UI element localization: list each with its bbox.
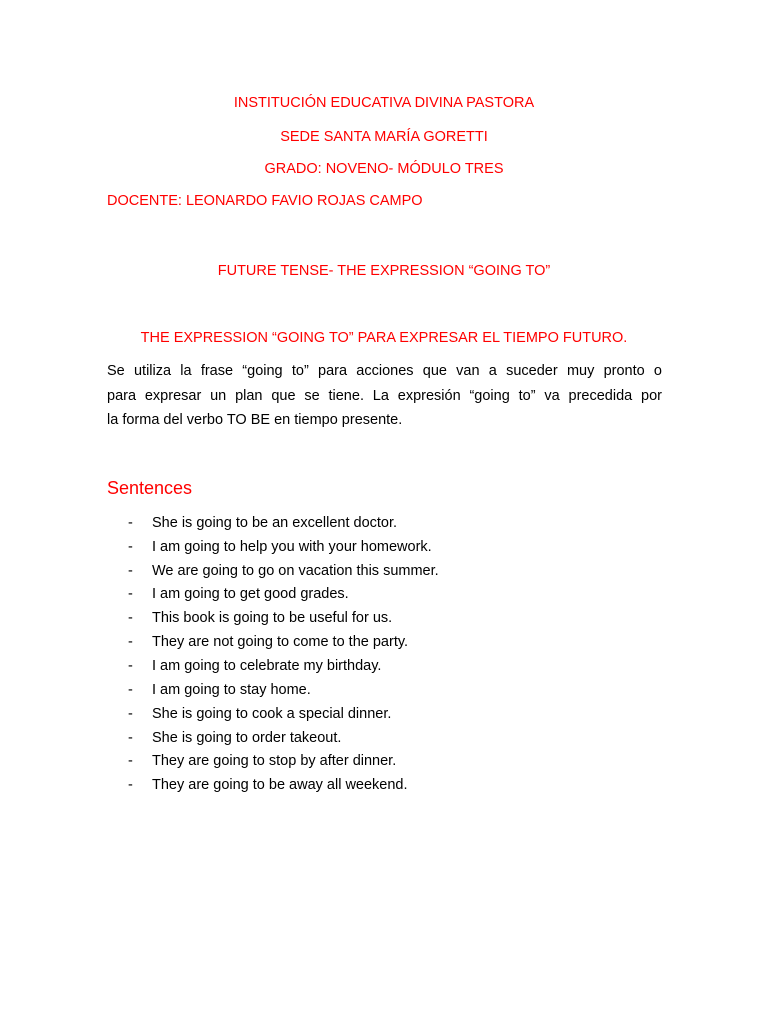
sentence-text: She is going to be an excellent doctor. (152, 515, 398, 531)
dash-bullet: - (128, 730, 133, 746)
list-item (0, 704, 768, 724)
lesson-title: FUTURE TENSE- THE EXPRESSION “GOING TO” (217, 263, 551, 279)
list-item (0, 656, 768, 676)
sentence-text: She is going to order takeout. (152, 730, 342, 746)
institution-name: INSTITUCIÓN EDUCATIVA DIVINA PASTORA (233, 95, 535, 111)
list-item (0, 728, 768, 748)
list-item (0, 680, 768, 700)
list-item (0, 584, 768, 604)
dash-bullet: - (128, 682, 133, 698)
sentence-text: I am going to get good grades. (152, 586, 349, 602)
sentence-text: I am going to help you with your homework. (152, 539, 432, 555)
dash-bullet: - (128, 563, 133, 579)
sentence-text: She is going to cook a special dinner. (152, 706, 392, 722)
sentence-text: I am going to stay home. (152, 682, 311, 698)
sentence-text: They are going to be away all weekend. (152, 777, 408, 793)
sentence-text: I am going to celebrate my birthday. (152, 658, 382, 674)
dash-bullet: - (128, 777, 133, 793)
list-item (0, 751, 768, 771)
paragraph-line: la forma del verbo TO BE en tiempo presente. (107, 412, 403, 428)
sentence-text: They are not going to come to the party. (152, 634, 409, 650)
list-item (0, 513, 768, 533)
sentences-heading: Sentences (107, 478, 193, 498)
lesson-subtitle: THE EXPRESSION “GOING TO” PARA EXPRESAR EL TIEMPO FUTURO. (140, 330, 628, 346)
dash-bullet: - (128, 515, 133, 531)
dash-bullet: - (128, 706, 133, 722)
sentence-text: They are going to stop by after dinner. (152, 753, 397, 769)
dash-bullet: - (128, 634, 133, 650)
paragraph-line: para expresar un plan que se tiene. La expresión “going to” va precedida por (107, 387, 662, 404)
teacher-name: DOCENTE: LEONARDO FAVIO ROJAS CAMPO (107, 193, 423, 209)
dash-bullet: - (128, 753, 133, 769)
dash-bullet: - (128, 586, 133, 602)
explanation-paragraph (107, 359, 662, 433)
list-item (0, 632, 768, 652)
dash-bullet: - (128, 610, 133, 626)
list-item (0, 561, 768, 581)
sentence-text: We are going to go on vacation this summer. (152, 563, 439, 579)
paragraph-line: Se utiliza la frase “going to” para acciones que van a suceder muy pronto o (107, 363, 662, 379)
list-item (0, 537, 768, 557)
sentence-text: This book is going to be useful for us. (152, 610, 393, 626)
dash-bullet: - (128, 658, 133, 674)
dash-bullet: - (128, 539, 133, 555)
list-item (0, 608, 768, 628)
list-item (0, 775, 768, 795)
grade-module: GRADO: NOVENO- MÓDULO TRES (264, 161, 504, 177)
campus-name: SEDE SANTA MARÍA GORETTI (280, 129, 488, 145)
